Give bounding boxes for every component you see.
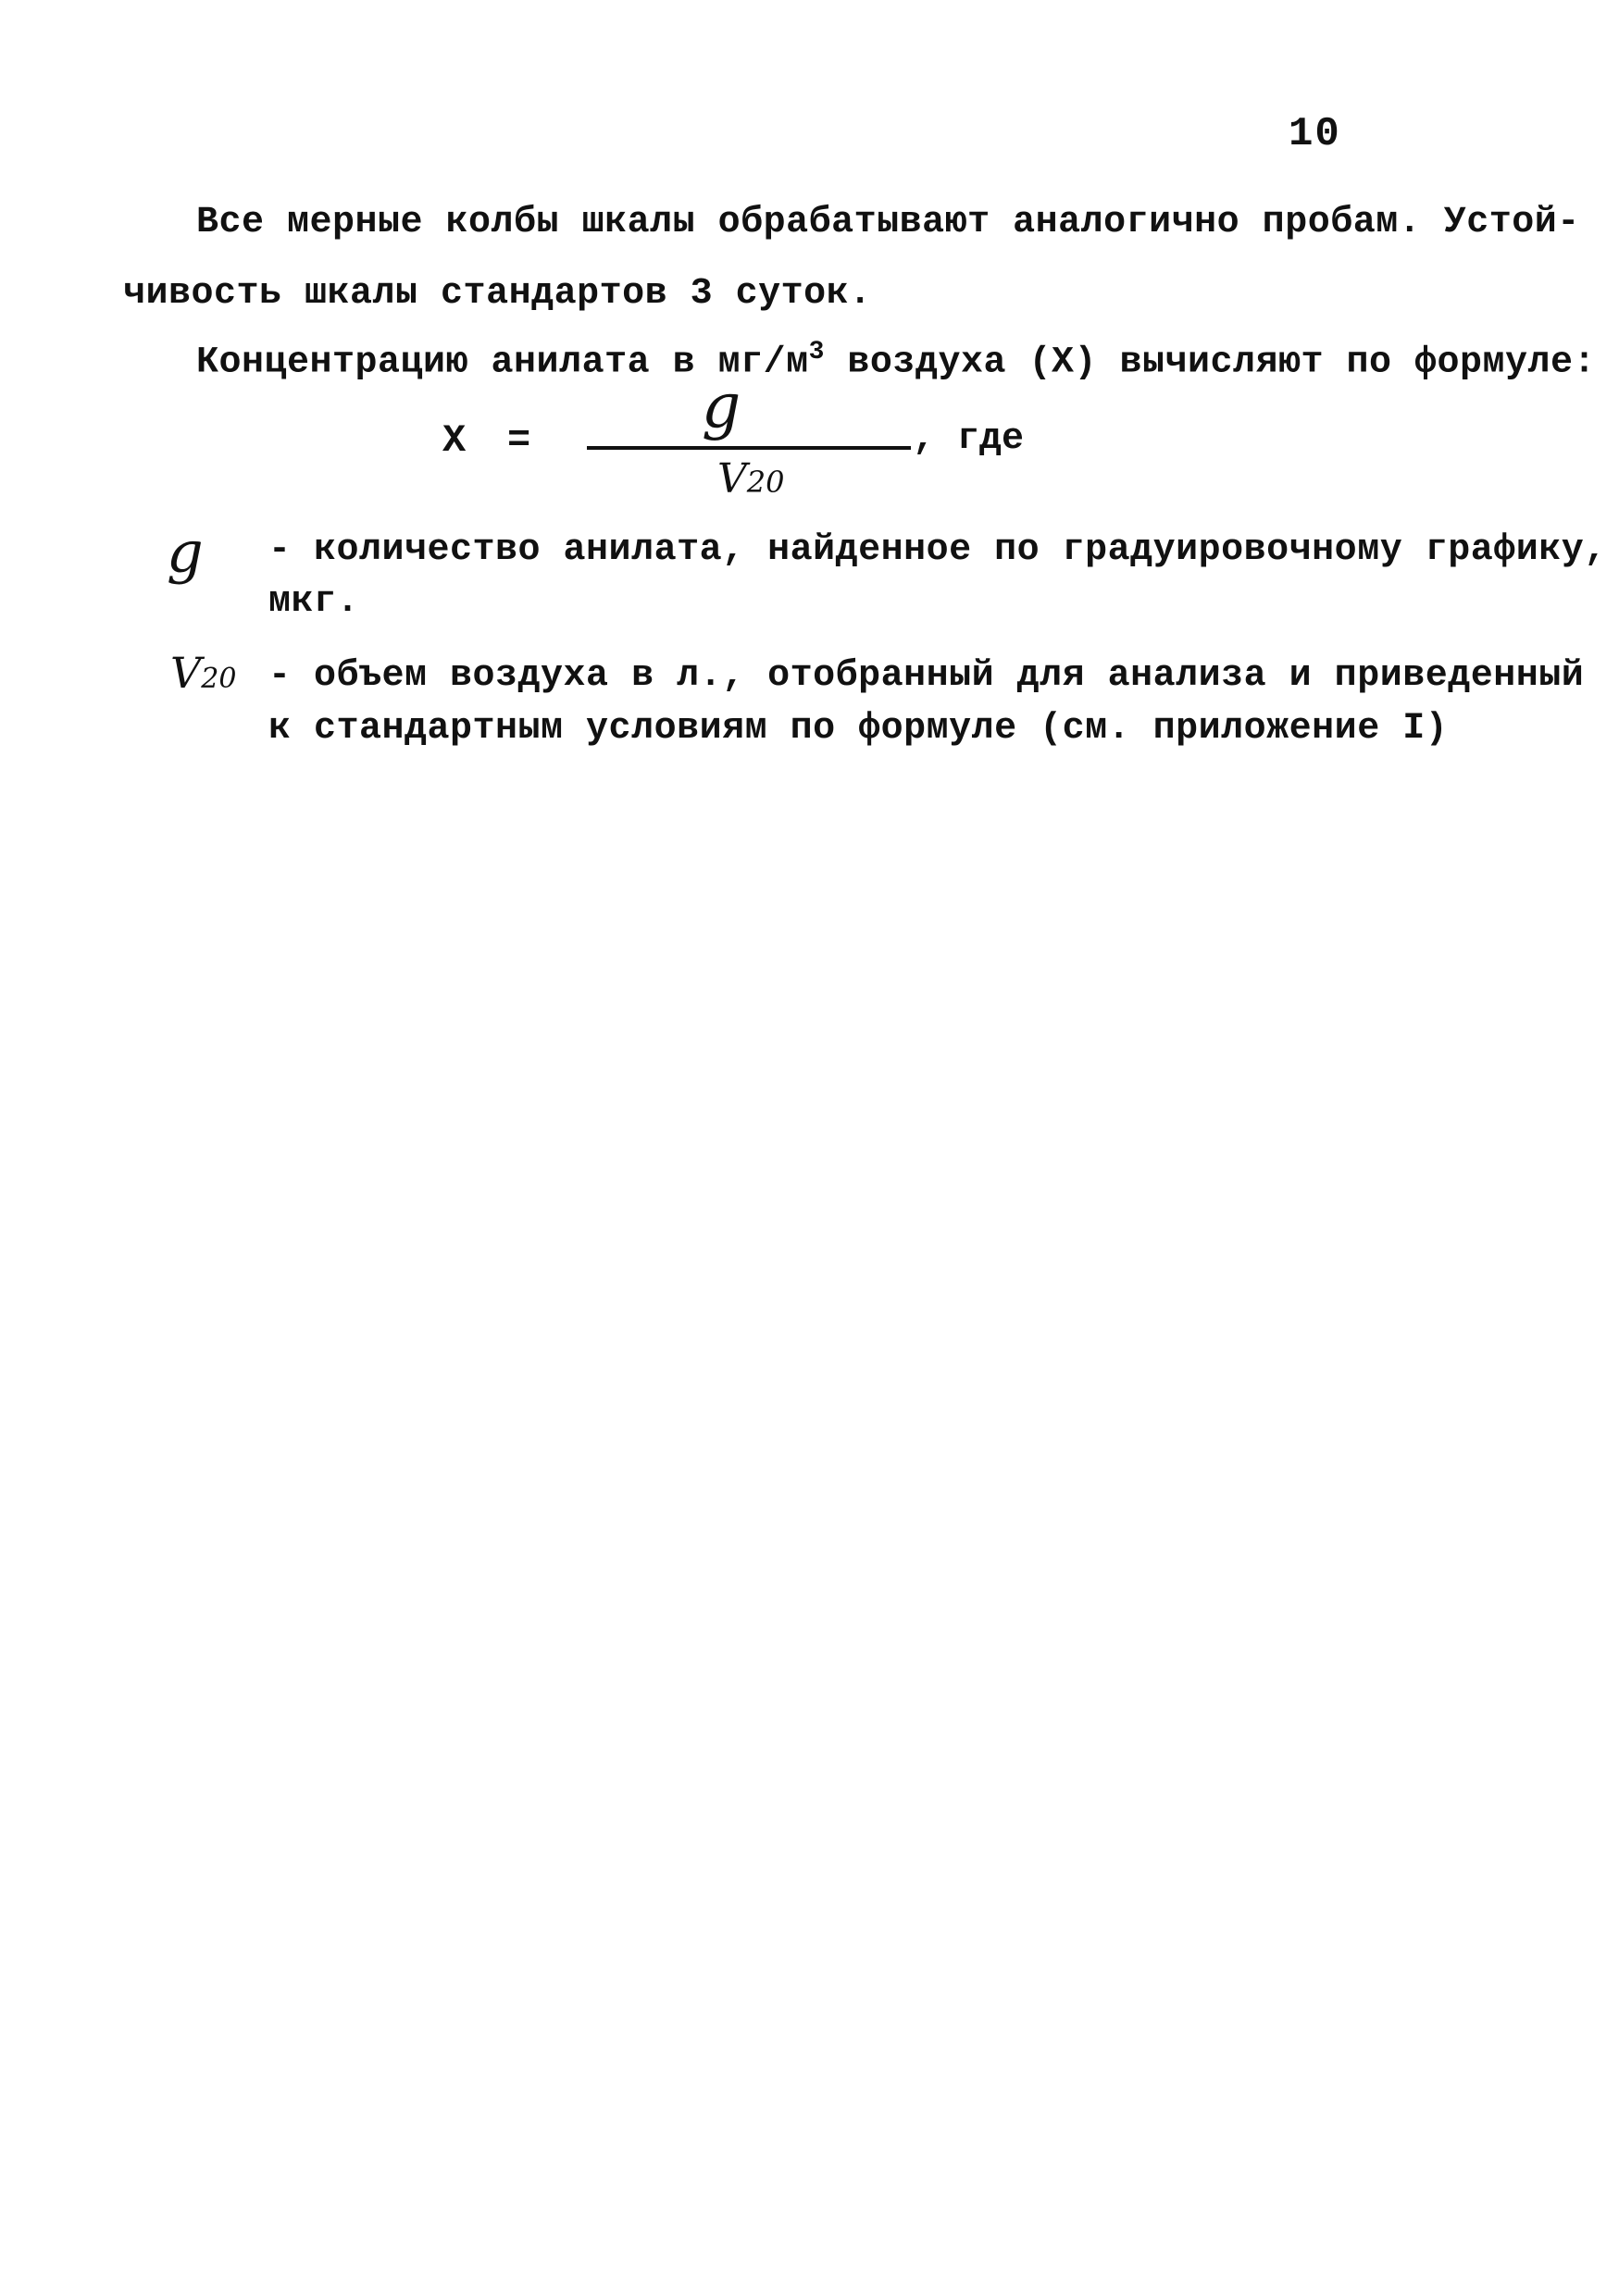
- formula-numerator: g: [702, 370, 741, 441]
- definition-2-symbol-sub: 20: [201, 663, 237, 695]
- definition-1-symbol: g: [167, 518, 204, 586]
- definition-1-line-1: - количество анилата, найденное по градуировочному графику,: [268, 529, 1607, 571]
- paragraph-line-2: чивость шкалы стандартов 3 суток.: [123, 273, 872, 315]
- formula-equals: =: [507, 418, 531, 463]
- definition-1-line-2: мкг.: [268, 581, 360, 623]
- formula-denominator-sub: 20: [746, 465, 785, 500]
- formula-denominator: [717, 455, 785, 503]
- superscript-3: 3: [808, 338, 825, 366]
- formula-lhs: X: [442, 418, 467, 463]
- formula-where: , где: [913, 418, 1025, 460]
- definition-2-symbol: [170, 648, 236, 698]
- definition-2-line-1: - объем воздуха в л., отобранный для анализа и приведенный: [268, 655, 1585, 697]
- paragraph-line-3-text: Концентрацию анилата в мг/м: [196, 341, 809, 384]
- definition-2-line-2: к стандартным условиям по формуле (см. приложение I): [268, 708, 1449, 750]
- fraction-bar: [587, 446, 911, 450]
- paragraph-line-1: Все мерные колбы шкалы обрабатывают аналогично пробам. Устой-: [196, 202, 1580, 243]
- definition-2-symbol-main: V: [170, 648, 202, 698]
- paragraph-line-3: [196, 338, 1596, 383]
- paragraph-line-3-text-end: воздуха (X) вычисляют по формуле:: [824, 341, 1597, 384]
- formula-denominator-main: V: [717, 455, 747, 503]
- page-number: 10: [1289, 111, 1341, 157]
